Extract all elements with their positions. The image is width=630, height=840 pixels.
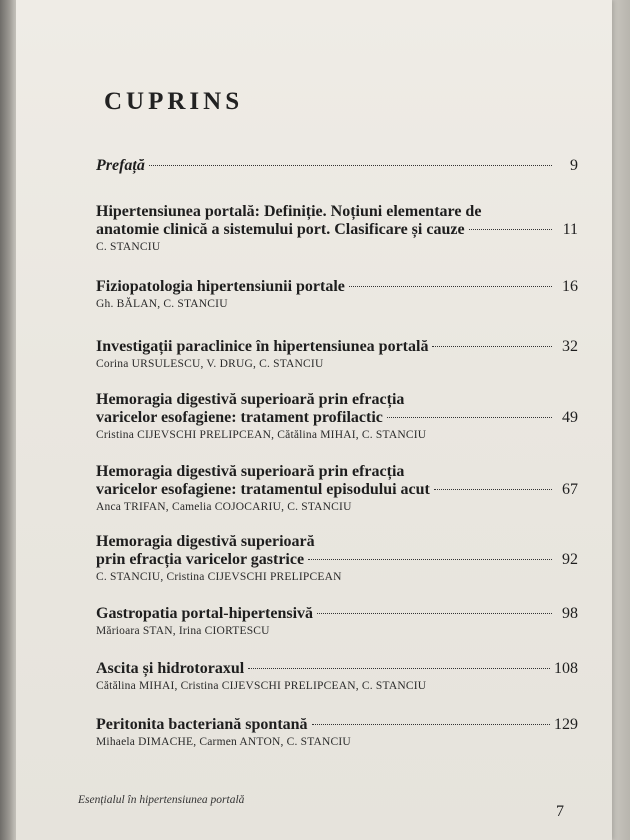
dot-leader — [149, 165, 552, 166]
toc-page-number: 108 — [554, 660, 578, 677]
toc-entry — [96, 463, 578, 513]
dot-leader — [469, 229, 552, 230]
toc-entry-title-line: Hemoragia digestivă superioară — [96, 533, 315, 550]
toc-page-number: 32 — [562, 338, 578, 355]
toc-entry-authors: C. STANCIU, Cristina CIJEVSCHI PRELIPCEAN — [96, 571, 342, 583]
toc-entry-line — [96, 338, 578, 356]
page-gutter-shadow — [0, 0, 16, 840]
toc-entry-title: Ascita și hidrotoraxul — [96, 660, 245, 677]
adjacent-page-edge — [612, 0, 630, 840]
toc-entry-line — [96, 157, 578, 175]
toc-page-number: 129 — [554, 716, 578, 733]
page-title: CUPRINS — [104, 88, 244, 115]
dot-leader — [432, 346, 552, 347]
toc-entry-title: Gastropatia portal-hipertensivă — [96, 605, 314, 622]
toc-entry — [96, 338, 578, 370]
toc-entry-authors: C. STANCIU — [96, 241, 161, 253]
toc-entry-line — [96, 605, 578, 623]
toc-entry-authors: Gh. BĂLAN, C. STANCIU — [96, 298, 228, 310]
toc-entry-authors: Cristina CIJEVSCHI PRELIPCEAN, Cătălina MIHAI, C. STANCIU — [96, 429, 427, 441]
toc-entry — [96, 605, 578, 637]
toc-entry-title-line: Hemoragia digestivă superioară prin efracția — [96, 391, 405, 408]
dot-leader — [308, 559, 552, 560]
toc-entry — [96, 716, 578, 748]
toc-entry-authors: Anca TRIFAN, Camelia COJOCARIU, C. STANCIU — [96, 501, 352, 513]
toc-entry-authors: Mihaela DIMACHE, Carmen ANTON, C. STANCIU — [96, 736, 351, 748]
toc-entry-title: varicelor esofagiene: tratamentul episodului acut — [96, 481, 430, 498]
toc-entry-title: Investigații paraclinice în hipertensiunea portală — [96, 338, 429, 355]
toc-entry-title: Peritonita bacteriană spontană — [96, 716, 308, 733]
page-number: 7 — [556, 803, 564, 820]
toc-page-number: 98 — [562, 605, 578, 622]
toc-entry — [96, 203, 578, 253]
toc-entry-line — [96, 481, 578, 499]
dot-leader — [317, 613, 552, 614]
toc-entry-line — [96, 660, 578, 678]
toc-entry-line — [96, 221, 578, 239]
toc-entry-title: varicelor esofagiene: tratament profilactic — [96, 409, 383, 426]
toc-page-number: 9 — [570, 157, 578, 174]
toc-entry-authors: Corina URSULESCU, V. DRUG, C. STANCIU — [96, 358, 324, 370]
dot-leader — [387, 417, 552, 418]
toc-entry — [96, 533, 578, 583]
running-footer-title: Esențialul în hipertensiunea portală — [78, 794, 245, 806]
toc-page-number: 16 — [562, 278, 578, 295]
toc-entry-prefata — [96, 157, 578, 175]
toc-entry-title-line: Hipertensiunea portală: Definiție. Noțiuni elementare de — [96, 203, 482, 220]
toc-page-number: 67 — [562, 481, 578, 498]
toc-entry-line — [96, 278, 578, 296]
toc-entry — [96, 278, 578, 310]
toc-entry-line — [96, 716, 578, 734]
book-page — [16, 0, 612, 840]
toc-entry-title-line: Hemoragia digestivă superioară prin efracția — [96, 463, 405, 480]
dot-leader — [434, 489, 552, 490]
dot-leader — [248, 668, 550, 669]
toc-page-number: 92 — [562, 551, 578, 568]
dot-leader — [349, 286, 552, 287]
dot-leader — [312, 724, 550, 725]
toc-entry — [96, 660, 578, 692]
toc-entry-authors: Cătălina MIHAI, Cristina CIJEVSCHI PRELIPCEAN, C. STANCIU — [96, 680, 427, 692]
toc-page-number: 11 — [562, 221, 578, 238]
toc-page-number: 49 — [562, 409, 578, 426]
toc-entry-authors: Mărioara STAN, Irina CIORTESCU — [96, 625, 270, 637]
toc-entry — [96, 391, 578, 441]
toc-entry-title: Prefață — [96, 157, 145, 174]
toc-entry-line — [96, 551, 578, 569]
toc-entry-line — [96, 409, 578, 427]
toc-entry-title: prin efracția varicelor gastrice — [96, 551, 305, 568]
toc-entry-title: anatomie clinică a sistemului port. Clasificare și cauze — [96, 221, 465, 238]
toc-entry-title: Fiziopatologia hipertensiunii portale — [96, 278, 345, 295]
